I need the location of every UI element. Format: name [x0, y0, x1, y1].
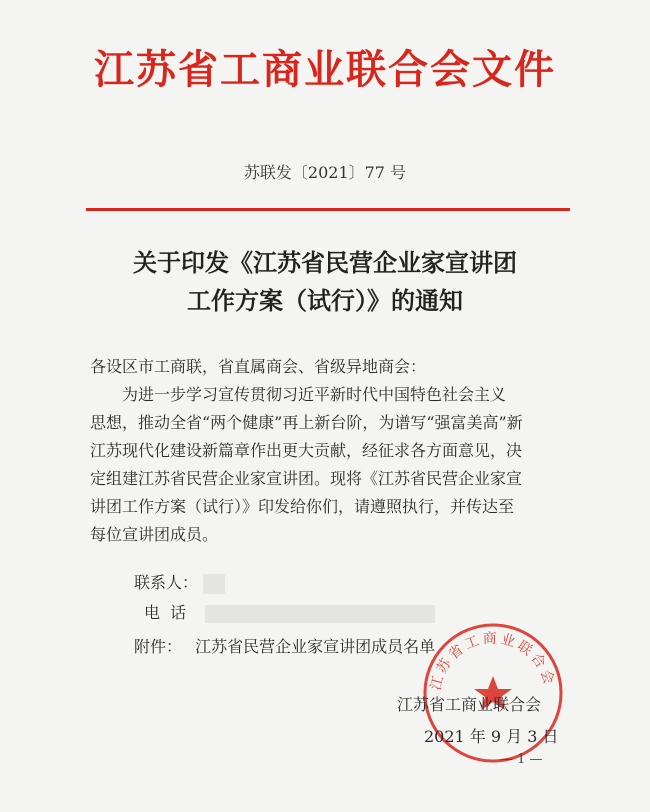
redacted-phone-number: [205, 605, 435, 623]
document-org-title: 江苏省工商业联合会文件: [94, 46, 556, 93]
page-number: — 1 —: [500, 752, 543, 767]
paragraph-line: 讲团工作方案（试行）》印发给你们，请遵照执行，并传达至: [90, 497, 515, 516]
attachment-text: 江苏省民营企业家宣讲团成员名单: [195, 637, 436, 656]
contact-row: [134, 570, 225, 594]
redacted-contact-name: [203, 574, 225, 594]
signer-name: 江苏省工商业联合会: [397, 695, 542, 714]
attachment-label: 附件：: [134, 637, 183, 656]
issue-date: 2021 年 9 月 3 日: [424, 727, 559, 746]
notice-title-line-2: 工作方案（试行）》的通知: [187, 286, 463, 315]
notice-title-line-1: 关于印发《江苏省民营企业家宣讲团: [133, 248, 517, 277]
paragraph-line: 江苏现代化建设新篇章作出更大贡献，经征求各方面意见，决: [90, 441, 523, 460]
document-number: 苏联发〔2021〕77 号: [243, 163, 407, 182]
attachment-row: [134, 634, 435, 657]
paragraph-line: 为进一步学习宣传贯彻习近平新时代中国特色社会主义: [122, 385, 507, 404]
phone-label: 电 话: [144, 603, 187, 622]
paragraph-line: 定组建江苏省民营企业家宣讲团。现将《江苏省民营企业家宣: [90, 469, 523, 488]
red-divider: [86, 208, 570, 211]
body-paragraph: [90, 381, 590, 549]
paragraph-line: 每位宣讲团成员。: [90, 525, 219, 544]
svg-text:江苏省工商业联合会: 江苏省工商业联合会: [427, 630, 558, 692]
paragraph-line: 思想，推动全省“两个健康”再上新台阶，为谱写“强富美高”新: [90, 413, 523, 432]
contact-label: 联系人：: [134, 573, 199, 592]
phone-row: [144, 600, 435, 623]
salutation: 各设区市工商联，省直属商会、省级异地商会：: [90, 357, 427, 376]
